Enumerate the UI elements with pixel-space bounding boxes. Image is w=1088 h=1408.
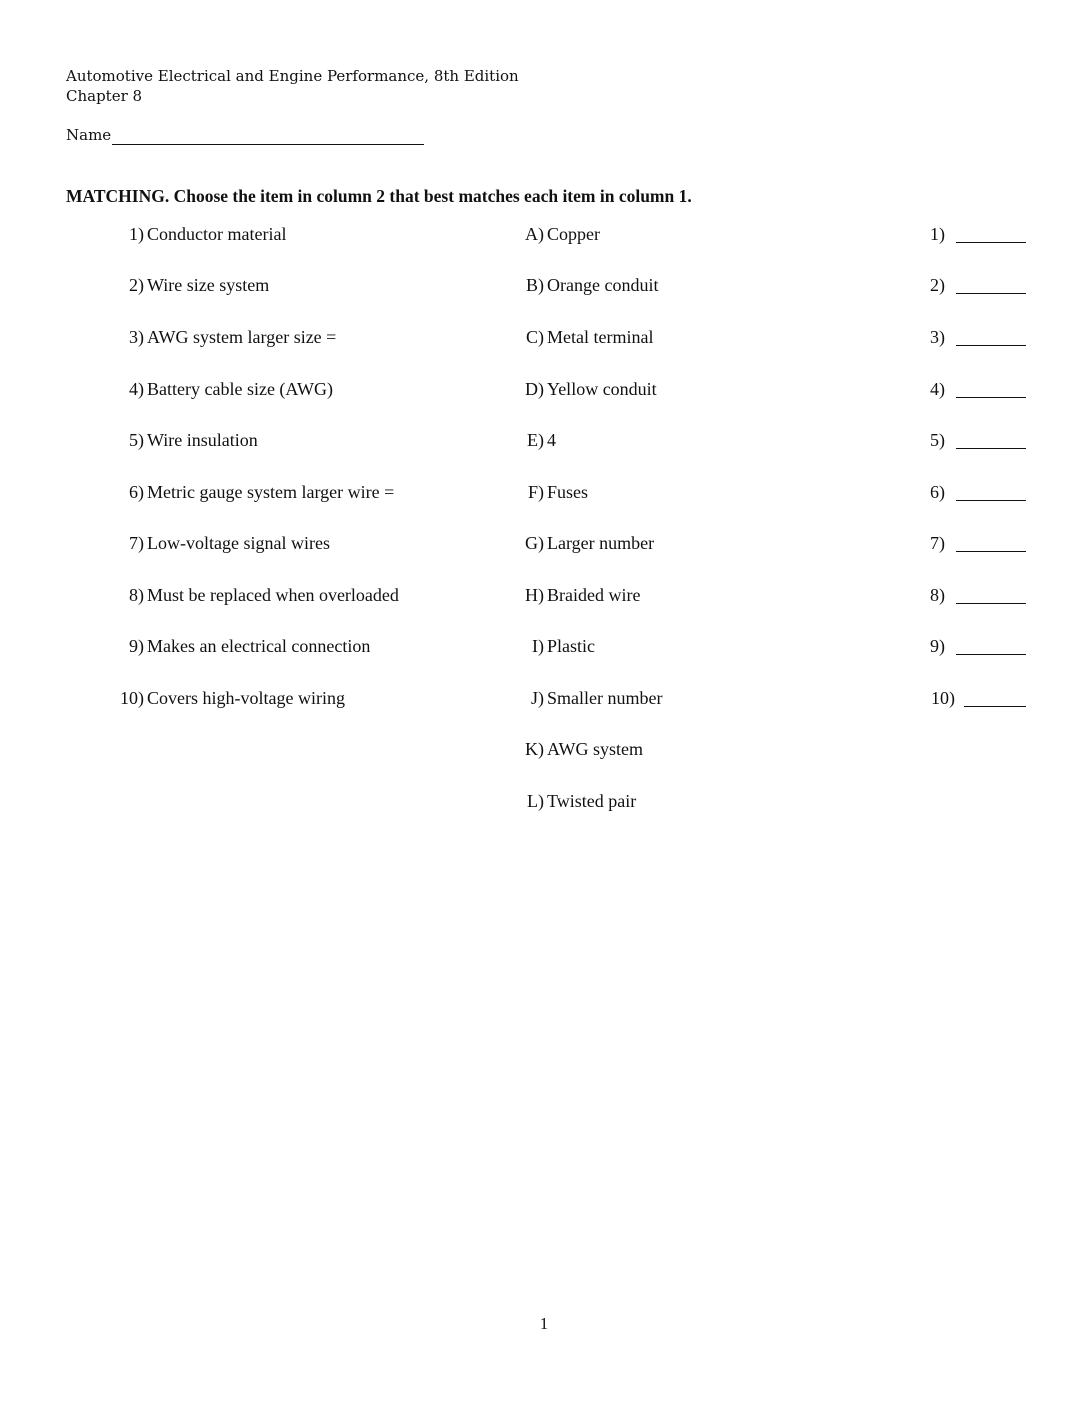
question-number: 7) [129, 533, 144, 553]
question-text: Low-voltage signal wires [147, 533, 330, 553]
question-number: 2) [129, 275, 144, 295]
option-text: Metal terminal [547, 327, 654, 347]
matching-row [0, 222, 1088, 246]
document-header [66, 66, 519, 106]
answer-label: 7) [930, 533, 945, 553]
answer-label: 6) [930, 482, 945, 502]
matching-row [0, 273, 1088, 297]
question-text: Battery cable size (AWG) [147, 379, 333, 399]
question-number: 8) [129, 585, 144, 605]
option-text: Plastic [547, 636, 595, 656]
option-letter: I) [532, 636, 544, 656]
book-title: Automotive Electrical and Engine Performance, 8th Edition [66, 67, 519, 85]
answer-blank[interactable] [956, 397, 1026, 398]
extra-option-row [0, 789, 1088, 813]
question-number: 5) [129, 430, 144, 450]
chapter-label: Chapter 8 [66, 87, 143, 105]
answer-label: 4) [930, 379, 945, 399]
option-letter: D) [525, 379, 544, 399]
matching-row [0, 583, 1088, 607]
option-text: Orange conduit [547, 275, 659, 295]
answer-label: 10) [931, 688, 955, 708]
option-letter: G) [525, 533, 544, 553]
extra-option-row [0, 737, 1088, 761]
question-number: 1) [129, 224, 144, 244]
answer-blank[interactable] [956, 242, 1026, 243]
option-text: Larger number [547, 533, 655, 553]
question-text: Conductor material [147, 224, 287, 244]
question-text: AWG system larger size = [147, 327, 337, 347]
name-field-row [66, 125, 424, 145]
option-letter: K) [525, 739, 544, 759]
question-text: Wire insulation [147, 430, 258, 450]
answer-label: 1) [930, 224, 945, 244]
option-letter: A) [525, 224, 544, 244]
matching-row [0, 325, 1088, 349]
option-text: Fuses [547, 482, 589, 502]
question-number: 6) [129, 482, 144, 502]
answer-label: 5) [930, 430, 945, 450]
option-letter: C) [526, 327, 544, 347]
option-text: 4 [547, 430, 556, 450]
question-number: 10) [120, 688, 144, 708]
answer-label: 8) [930, 585, 945, 605]
option-letter: J) [531, 688, 544, 708]
option-text: Smaller number [547, 688, 663, 708]
question-number: 9) [129, 636, 144, 656]
answer-blank[interactable] [956, 603, 1026, 604]
option-text: Twisted pair [547, 791, 637, 811]
answer-blank[interactable] [956, 551, 1026, 552]
question-text: Makes an electrical connection [147, 636, 371, 656]
answer-blank[interactable] [956, 448, 1026, 449]
question-number: 4) [129, 379, 144, 399]
answer-label: 3) [930, 327, 945, 347]
answer-blank[interactable] [956, 345, 1026, 346]
answer-label: 2) [930, 275, 945, 295]
matching-row [0, 531, 1088, 555]
answer-blank[interactable] [964, 706, 1026, 707]
option-text: Yellow conduit [547, 379, 657, 399]
option-letter: E) [527, 430, 544, 450]
answer-label: 9) [930, 636, 945, 656]
option-letter: F) [527, 482, 544, 502]
option-letter: B) [526, 275, 544, 295]
option-text: AWG system [547, 739, 644, 759]
answer-blank[interactable] [956, 293, 1026, 294]
option-letter: H) [525, 585, 544, 605]
matching-row [0, 634, 1088, 658]
question-text: Metric gauge system larger wire = [147, 482, 395, 502]
matching-row [0, 428, 1088, 452]
matching-row [0, 377, 1088, 401]
matching-row [0, 480, 1088, 504]
question-number: 3) [129, 327, 144, 347]
option-text: Copper [547, 224, 600, 244]
question-text: Wire size system [147, 275, 270, 295]
option-letter: L) [527, 791, 544, 811]
matching-row [0, 686, 1088, 710]
question-text: Must be replaced when overloaded [147, 585, 399, 605]
answer-blank[interactable] [956, 500, 1026, 501]
page-number: 1 [539, 1314, 549, 1333]
answer-blank[interactable] [956, 654, 1026, 655]
instructions: MATCHING. Choose the item in column 2 that best matches each item in column 1. [66, 186, 692, 206]
name-blank-line[interactable] [112, 126, 424, 145]
option-text: Braided wire [547, 585, 641, 605]
question-text: Covers high-voltage wiring [147, 688, 345, 708]
name-label: Name [66, 126, 112, 144]
